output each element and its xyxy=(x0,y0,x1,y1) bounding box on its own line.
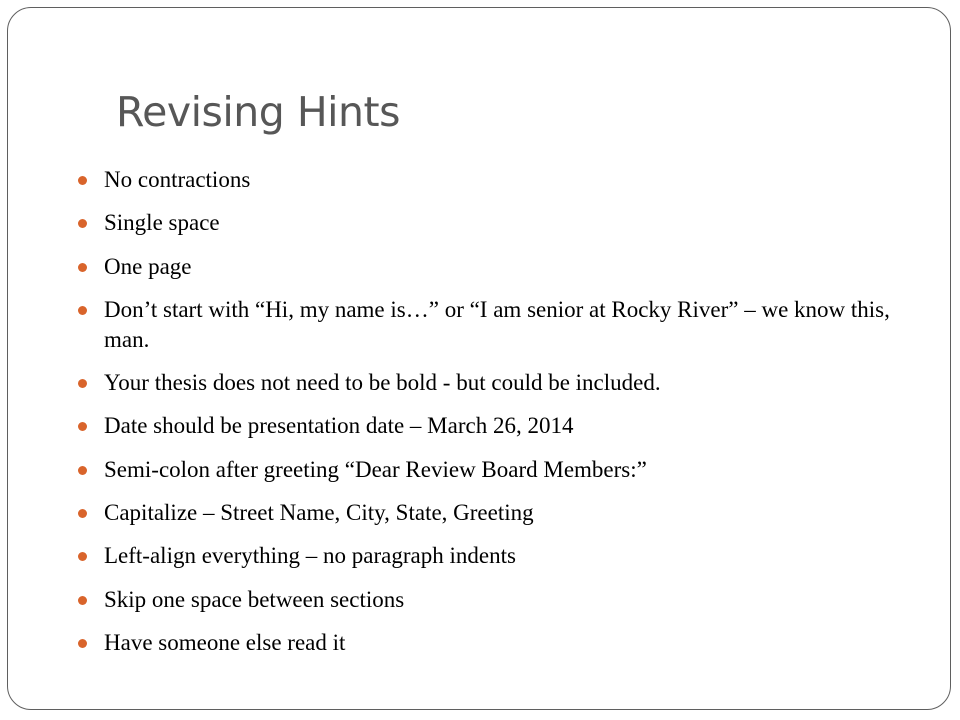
bullet-item-date xyxy=(78,411,938,441)
bullet-dot-icon xyxy=(78,639,87,648)
bullet-item-single-space xyxy=(78,208,938,238)
bullet-text: Semi-colon after greeting “Dear Review Board Members:” xyxy=(104,456,647,482)
bullet-text: Your thesis does not need to be bold - but could be included. xyxy=(104,370,661,396)
bullet-item-dont-start xyxy=(78,295,938,355)
bullet-dot-icon xyxy=(78,552,87,561)
bullet-dot-icon xyxy=(78,509,87,518)
bullet-text: Don’t start with “Hi, my name is…” or “I am senior at Rocky River” – we know this, man. xyxy=(104,296,890,352)
bullet-item-skip-space xyxy=(78,585,938,615)
bullet-text: Left-align everything – no paragraph indents xyxy=(104,543,516,569)
slide-title: Revising Hints xyxy=(116,88,400,136)
bullet-item-left-align xyxy=(78,541,938,571)
bullet-dot-icon xyxy=(78,379,87,388)
bullet-item-semi-colon xyxy=(78,455,938,485)
bullet-item-capitalize xyxy=(78,498,938,528)
bullet-item-one-page xyxy=(78,252,938,282)
bullet-text: Skip one space between sections xyxy=(104,586,405,612)
bullet-dot-icon xyxy=(78,422,87,431)
bullet-text: Have someone else read it xyxy=(104,629,346,655)
slide-frame xyxy=(7,7,951,710)
bullet-dot-icon xyxy=(78,263,87,272)
bullet-list xyxy=(78,165,938,671)
bullet-item-read-it xyxy=(78,628,938,658)
bullet-dot-icon xyxy=(78,176,87,185)
bullet-dot-icon xyxy=(78,466,87,475)
bullet-dot-icon xyxy=(78,306,87,315)
bullet-text: Date should be presentation date – March 26, 2014 xyxy=(104,413,574,439)
bullet-text: One page xyxy=(104,253,192,279)
bullet-item-thesis xyxy=(78,368,938,398)
bullet-dot-icon xyxy=(78,596,87,605)
bullet-dot-icon xyxy=(78,219,87,228)
bullet-text: Capitalize – Street Name, City, State, Greeting xyxy=(104,500,534,526)
bullet-item-no-contractions xyxy=(78,165,938,195)
bullet-text: Single space xyxy=(104,210,220,236)
bullet-text: No contractions xyxy=(104,167,251,192)
